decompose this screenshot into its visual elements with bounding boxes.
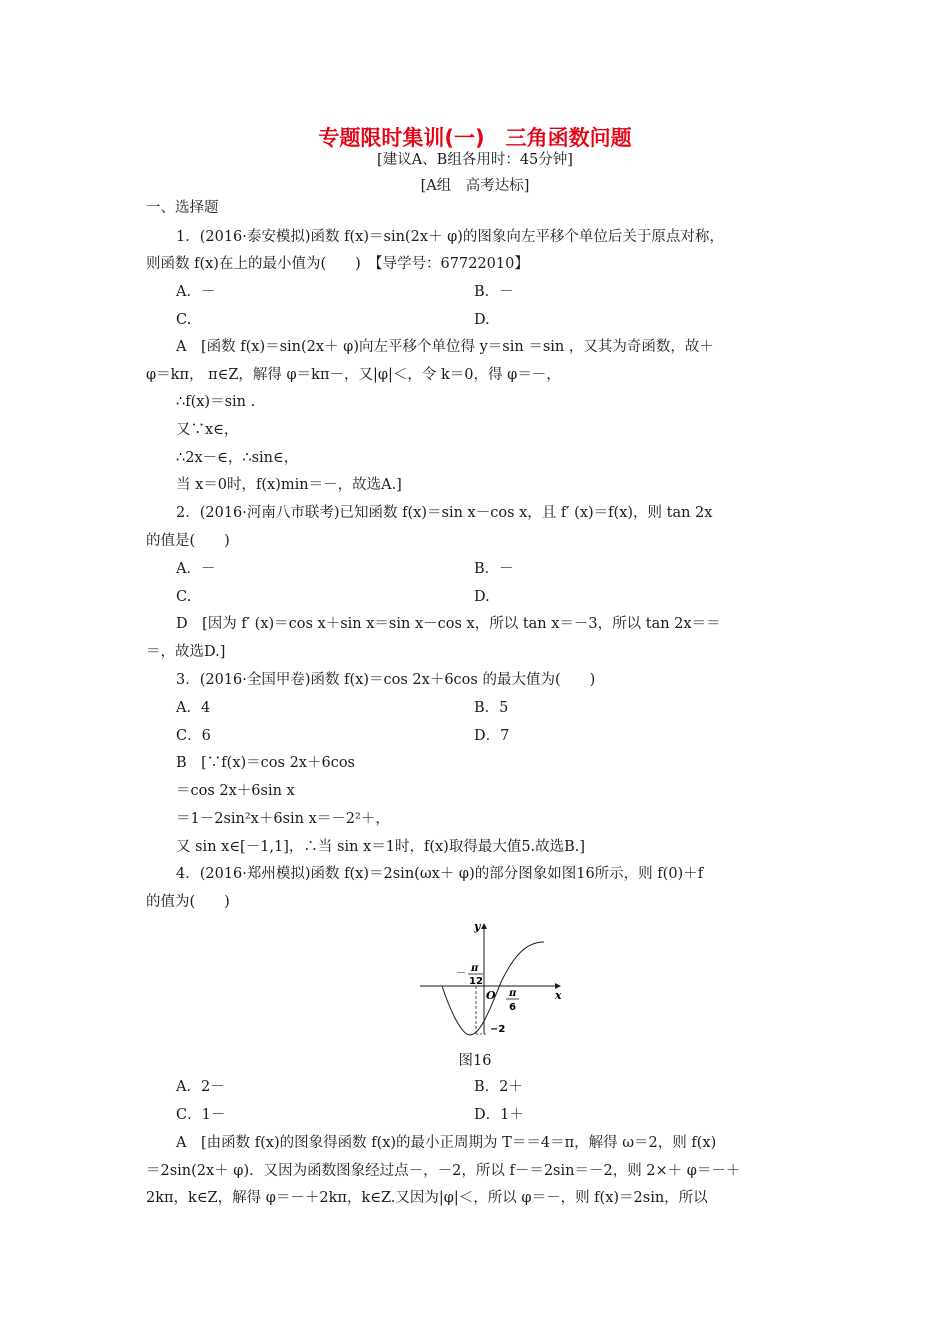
q4-option-d: D．1＋ <box>474 1107 524 1123</box>
time-suggestion: [建议A、B组各用时：45分钟] <box>377 152 573 168</box>
q1-answer-line1: A [函数 f(x)＝sin(2x＋ φ)向左平移个单位得 y＝sin ＝sin ，又其为奇函数，故＋ <box>176 339 714 355</box>
q1-answer-line5: ∴2x－∈，∴sin∈， <box>176 450 299 466</box>
q1-option-c: C. <box>176 312 192 328</box>
q2-answer-line2: ＝，故选D.] <box>146 644 226 660</box>
q3-option-d: D．7 <box>474 728 510 744</box>
q2-option-b: B．－ <box>474 561 514 577</box>
q4-answer-line1: A [由函数 f(x)的图象得函数 f(x)的最小正周期为 T＝＝4＝π，解得 ω＝2，则 f(x) <box>176 1135 717 1151</box>
q4-stem-line2: 的值为( ) <box>146 894 230 910</box>
group-heading: [A组 高考达标] <box>420 178 530 194</box>
right-tick-denominator: 6 <box>509 1002 516 1013</box>
q1-option-a: A．－ <box>176 284 216 300</box>
q1-option-d: D. <box>474 312 490 328</box>
q1-answer-line2: φ＝kπ， π∈Z，解得 φ＝kπ－，又|φ|＜，令 k＝0，得 φ＝－， <box>146 367 561 383</box>
q3-option-c: C．6 <box>176 728 211 744</box>
q4-answer-line3: 2kπ，k∈Z，解得 φ＝－＋2kπ，k∈Z.又因为|φ|＜，所以 φ＝－，则 f(x)＝2sin，所以 <box>146 1190 708 1206</box>
right-tick-numerator: π <box>509 988 517 999</box>
q3-answer-line2: ＝cos 2x＋6sin x <box>176 783 295 799</box>
q4-option-c: C．1－ <box>176 1107 226 1123</box>
q3-answer-line1: B [∵f(x)＝cos 2x＋6cos <box>176 755 355 771</box>
left-tick-numerator: π <box>471 963 479 974</box>
q1-option-b: B．－ <box>474 284 514 300</box>
q2-stem-line2: 的值是( ) <box>146 533 230 549</box>
q1-answer-line3: ∴f(x)＝sin . <box>176 394 256 410</box>
q2-option-a: A．－ <box>176 561 216 577</box>
q4-option-a: A．2－ <box>176 1079 225 1095</box>
y-axis-label: y <box>474 920 481 933</box>
q4-stem-line1: 4．(2016·郑州模拟)函数 f(x)＝2sin(ωx＋ φ)的部分图象如图16所示，则 f(0)＋f <box>176 866 704 882</box>
min-value-label: −2 <box>490 1024 506 1035</box>
q2-answer-line1: D [因为 f′ (x)＝cos x＋sin x＝sin x－cos x，所以 tan x＝－3，所以 tan 2x＝＝ <box>176 616 721 632</box>
page-title: 专题限时集训(一) 三角函数问题 <box>318 126 632 150</box>
q2-stem-line1: 2．(2016·河南八市联考)已知函数 f(x)＝sin x－cos x，且 f′ (x)＝f(x)，则 tan 2x <box>176 505 713 521</box>
q1-answer-line4: 又∵x∈， <box>176 422 239 438</box>
q1-answer-line6: 当 x＝0时，f(x)min＝－，故选A.] <box>176 477 402 493</box>
origin-label: O <box>486 989 496 1002</box>
left-tick-sign: － <box>456 968 466 979</box>
section-heading: 一、选择题 <box>146 200 219 216</box>
sine-graph-figure <box>418 918 568 1038</box>
figure-caption: 图16 <box>458 1053 492 1069</box>
q3-stem: 3．(2016·全国甲卷)函数 f(x)＝cos 2x＋6cos 的最大值为( ) <box>176 672 596 688</box>
q4-option-b: B．2＋ <box>474 1079 523 1095</box>
q3-answer-line4: 又 sin x∈[－1,1]，∴当 sin x＝1时，f(x)取得最大值5.故选B.] <box>176 839 586 855</box>
q3-answer-line3: ＝1－2sin²x＋6sin x＝－2²＋， <box>176 811 390 827</box>
q1-stem-line2: 则函数 f(x)在上的最小值为( ) 【导学号：67722010】 <box>146 256 529 272</box>
left-tick-denominator: 12 <box>469 976 483 987</box>
q2-option-c: C. <box>176 589 192 605</box>
q3-option-a: A．4 <box>176 700 211 716</box>
x-axis-label: x <box>555 989 562 1002</box>
q1-stem-line1: 1．(2016·泰安模拟)函数 f(x)＝sin(2x＋ φ)的图象向左平移个单位后关于原点对称， <box>176 229 724 245</box>
q4-answer-line2: ＝2sin(2x＋ φ)．又因为函数图象经过点－，－2，所以 f－＝2sin＝－2，则 2×＋ φ＝－＋ <box>146 1163 741 1179</box>
q3-option-b: B．5 <box>474 700 509 716</box>
q2-option-d: D. <box>474 589 490 605</box>
